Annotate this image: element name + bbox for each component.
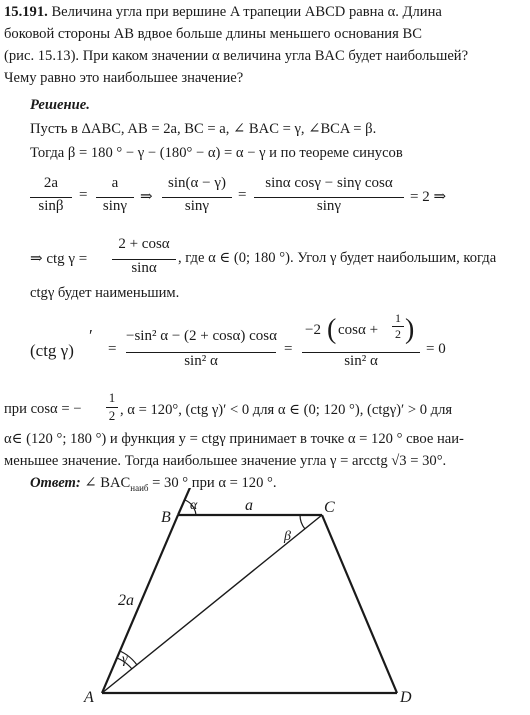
eq2-num: 2 + cosα bbox=[118, 236, 170, 252]
problem-line-4: Чему равно это наибольшее значение? bbox=[4, 70, 244, 86]
eq1-num-3: sin(α − γ) bbox=[168, 175, 226, 191]
answer-rest: = 30 ° при α = 120 °. bbox=[148, 475, 277, 491]
eq2-lhs: ⇒ ctg γ = bbox=[30, 251, 88, 267]
eq1-arrow: ⇒ bbox=[140, 189, 153, 205]
eq3-num-2-coef: −2 bbox=[305, 322, 321, 338]
solution-line-3: ctgγ будет наименьшим. bbox=[30, 285, 180, 301]
answer-label: Ответ: bbox=[30, 475, 81, 491]
eq3-num-1: −sin² α − (2 + cosα) cosα bbox=[126, 328, 277, 344]
side-AB bbox=[102, 515, 178, 693]
eq3-prime: ′ bbox=[89, 326, 93, 345]
line4-rest: , α = 120°, (ctg γ)′ < 0 для α ∈ (0; 120 °), (ctgγ)′ > 0 для bbox=[120, 402, 453, 418]
eq1-tail: = 2 ⇒ bbox=[410, 189, 447, 205]
label-B: B bbox=[161, 509, 171, 526]
label-C: C bbox=[324, 499, 335, 516]
label-a: a bbox=[245, 497, 253, 514]
line4-half-den: 2 bbox=[106, 407, 118, 424]
solution-line-5: α∈ (120 °; 180 °) и функция y = ctgγ принимает в точке α = 120 ° свое наи- bbox=[4, 431, 464, 447]
eq3-den-2: sin² α bbox=[302, 352, 420, 370]
problem-text-1: Величина угла при вершине A трапеции ABCD равна α. Длина bbox=[51, 4, 442, 20]
line4-start: при cosα = − bbox=[4, 401, 82, 417]
problem-line-1 bbox=[4, 2, 526, 22]
eq1-equals: = bbox=[79, 187, 88, 203]
label-alpha: α bbox=[190, 498, 198, 513]
solution-heading: Решение. bbox=[30, 97, 90, 113]
problem-line-2: боковой стороны AB вдвое больше длины меньшего основания BC bbox=[4, 26, 422, 42]
eq1-num-2: a bbox=[111, 175, 119, 191]
angle-beta-arc bbox=[300, 515, 305, 529]
solution-line-6: меньшее значение. Тогда наибольшее значение угла γ = arcctg √3 = 30°. bbox=[4, 453, 447, 469]
label-2a: 2a bbox=[118, 592, 134, 609]
eq1-den-3: sinγ bbox=[162, 197, 232, 215]
trapezoid-figure bbox=[0, 488, 530, 710]
solution-line-2: Тогда β = 180 ° − γ − (180° − α) = α − γ и по теореме синусов bbox=[30, 145, 403, 161]
line4-half-num: 1 bbox=[108, 390, 116, 405]
label-D: D bbox=[400, 689, 412, 706]
eq2-text: , где α ∈ (0; 180 °). Угол γ будет наибольшим, когда bbox=[178, 250, 497, 266]
eq3-num-2-body: cosα + bbox=[338, 322, 379, 338]
eq1-den-2: sinγ bbox=[96, 197, 134, 215]
answer-text: ∠ BAC bbox=[84, 475, 131, 491]
trapezoid-diagram bbox=[0, 488, 530, 710]
solution-line-1: Пусть в ΔABC, AB = 2a, BC = a, ∠ BAC = γ, ∠BCA = β. bbox=[30, 121, 377, 137]
eq3-den-1: sin² α bbox=[126, 352, 276, 370]
label-A: A bbox=[84, 689, 94, 706]
eq1-num-4: sinα cosγ − sinγ cosα bbox=[265, 175, 393, 191]
eq1-den-1: sinβ bbox=[30, 197, 72, 215]
problem-line-3: (рис. 15.13). При каком значении α величина угла BAC будет наибольшей? bbox=[4, 48, 469, 64]
eq3-tail: = 0 bbox=[426, 341, 446, 357]
eq2-den: sinα bbox=[112, 259, 176, 277]
eq3-equals: = bbox=[108, 341, 117, 357]
label-gamma: γ bbox=[122, 652, 128, 667]
answer-sub: наиб bbox=[130, 482, 149, 493]
eq3-right-paren: ) bbox=[405, 314, 415, 345]
eq3-left-paren: ( bbox=[327, 314, 337, 345]
eq3-half-num: 1 bbox=[395, 311, 401, 325]
eq1-den-4: sinγ bbox=[254, 197, 404, 215]
eq3-equals-2: = bbox=[284, 341, 293, 357]
problem-number: 15.191. bbox=[4, 4, 48, 20]
eq3-lhs: (ctg γ) bbox=[30, 341, 74, 360]
eq3-half-den: 2 bbox=[392, 326, 404, 342]
side-CD bbox=[322, 515, 397, 693]
eq1-num-1: 2a bbox=[43, 175, 59, 191]
label-beta: β bbox=[284, 529, 291, 544]
eq1-equals-2: = bbox=[238, 187, 247, 203]
